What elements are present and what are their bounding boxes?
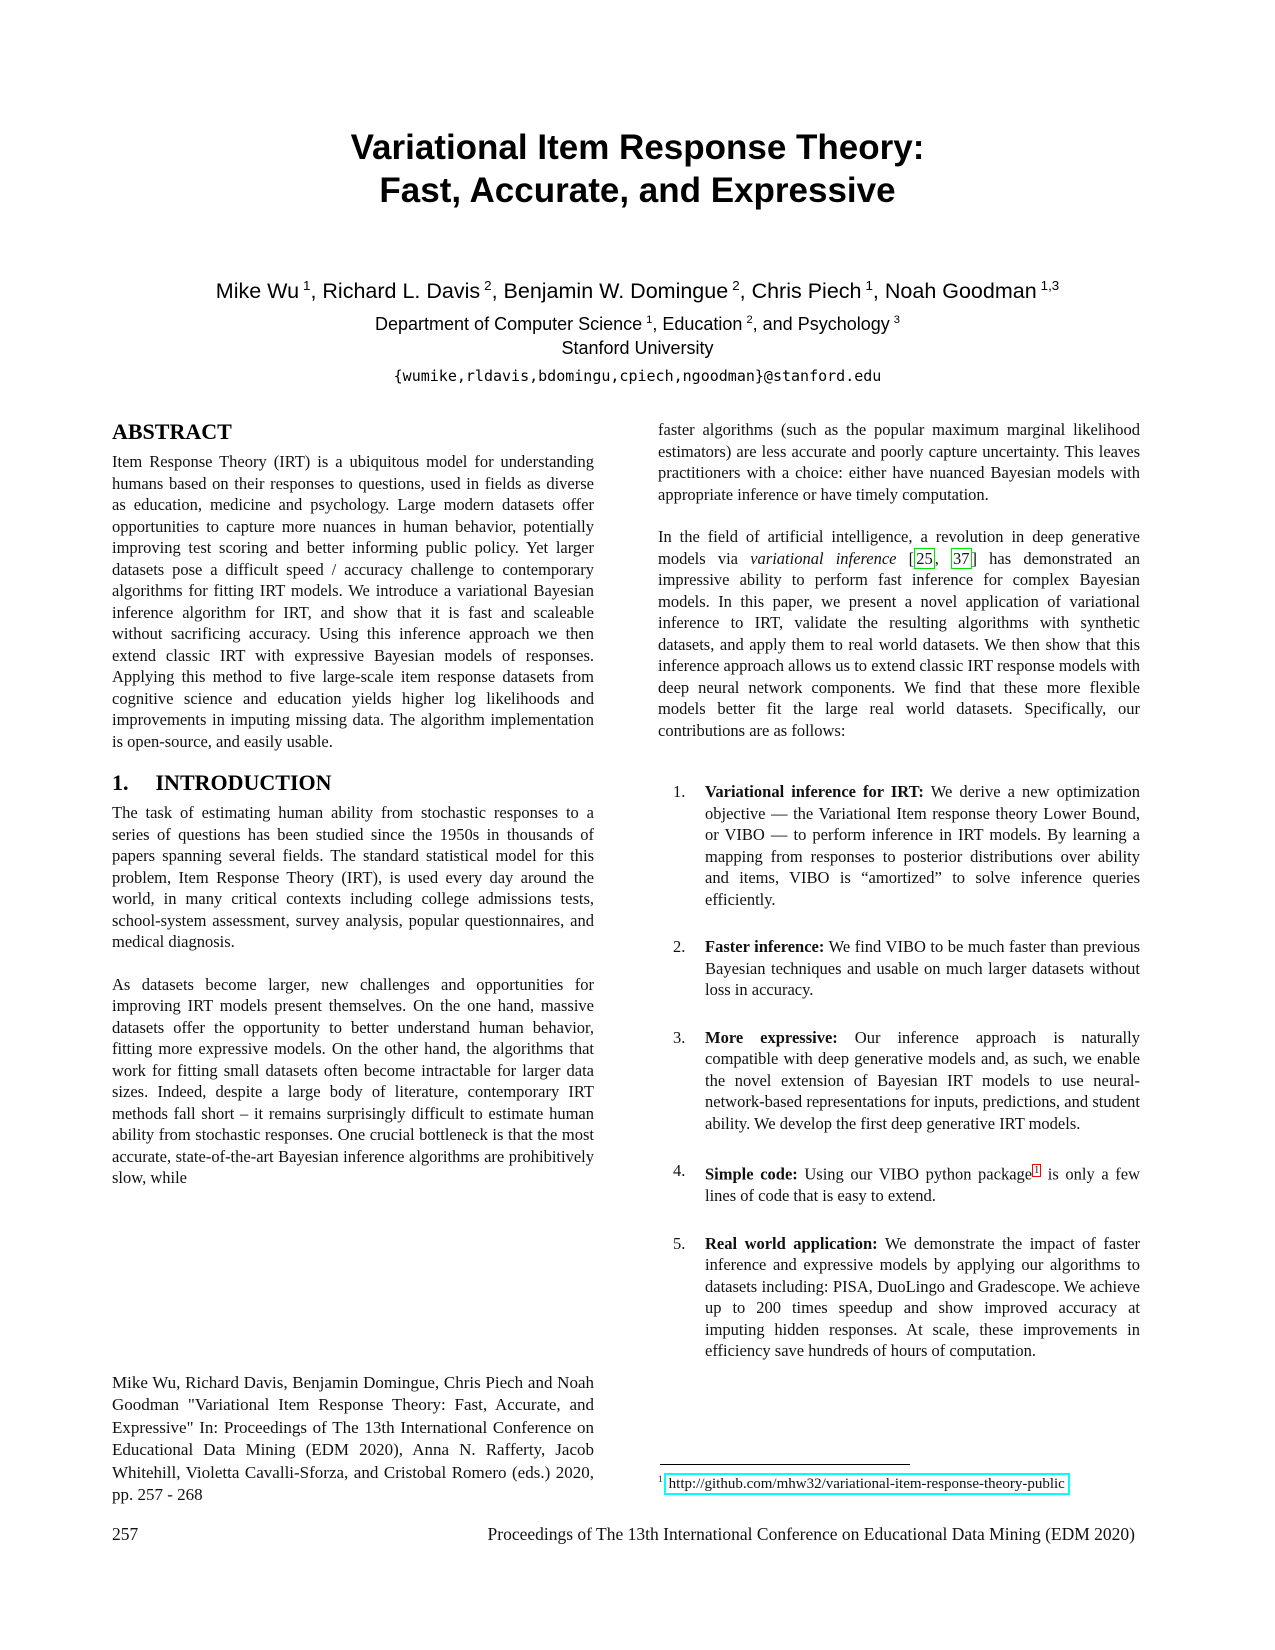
footnote-url-link[interactable]: http://github.com/mhw32/variational-item-response-theory-public — [664, 1473, 1070, 1495]
contribution-item-1 — [658, 781, 1140, 910]
footnote-rule — [660, 1464, 910, 1465]
author-affiliation-sup: 2 — [732, 278, 740, 293]
contribution-item-4 — [658, 1160, 1140, 1207]
list-item-number: 2. — [673, 937, 686, 956]
author-line — [0, 272, 1275, 305]
page-number: 257 — [112, 1524, 139, 1544]
right-paragraph-2 — [658, 526, 1140, 741]
citation-block: Mike Wu, Richard Davis, Benjamin Domingue, Chris Piech and Noah Goodman "Variational Item Response Theory: Fast, Accurate, and Expressive" In: Proceedings of The 13th International Conference on Educational Data Mining (EDM 2020), Anna N. Rafferty, Jacob Whitehill, Violetta Cavalli-Sforza, and Cristobal Romero (eds.) 2020, pp. 257 - 268 — [112, 1373, 594, 1505]
footnote-block — [658, 1464, 1140, 1494]
department-sup: 2 — [746, 314, 753, 327]
contribution-text: Our inference approach is naturally compatible with deep generative models and, as such, we enable the novel extension of Bayesian IRT models to use neural-network-based representations for inputs, predictions, and student ability. We develop the first deep generative IRT models. — [705, 1027, 1140, 1133]
left-column — [112, 419, 594, 1189]
author-name: Benjamin W. Domingue — [503, 279, 729, 304]
department-sup: 3 — [893, 314, 900, 327]
authors-block — [0, 272, 1275, 387]
contribution-lead: More expressive: — [705, 1027, 838, 1047]
department-part: , Education — [652, 314, 743, 335]
contribution-item-5 — [658, 1233, 1140, 1362]
author-separator: , — [872, 279, 885, 304]
list-item-number: 1. — [673, 782, 686, 801]
author-name: Mike Wu — [215, 279, 300, 304]
contribution-lead: Real world application: — [705, 1233, 878, 1253]
contribution-text: is only a few lines of code that is easy to extend. — [705, 1164, 1140, 1205]
list-item-number: 3. — [673, 1027, 686, 1047]
introduction-paragraph-1: The task of estimating human ability from stochastic responses to a series of questions has been studied since the 1950s in thousands of papers spanning several fields. The standard statistical model for this problem, Item Response Theory (IRT), is used every day around the world, in many critical contexts including college admissions tests, school-system assessment, survey analysis, popular questionnaires, and medical diagnosis. — [112, 803, 594, 951]
introduction-paragraph-2: As datasets become larger, new challenges and opportunities for improving IRT models present themselves. On the one hand, massive datasets offer the opportunity to better understand human behavior, fitting more expressive models. On the other hand, the algorithms that work for fitting small datasets often become intractable for larger data sizes. Indeed, despite a large body of literature, contemporary IRT methods fall short – it remains surprisingly difficult to estimate human ability from stochastic responses. One crucial bottleneck is that the most accurate, state-of-the-art Bayesian inference algorithms are prohibitively slow, while — [112, 974, 594, 1187]
author-affiliation-sup: 1,3 — [1040, 278, 1060, 293]
italic-term: variational inference — [750, 548, 897, 568]
right-column — [658, 419, 1140, 1388]
contribution-lead: Faster inference: — [705, 937, 825, 956]
author-affiliation-sup: 1 — [303, 278, 311, 293]
author-separator: , — [310, 279, 323, 304]
department-part: Department of Computer Science — [375, 314, 643, 335]
author-name: Noah Goodman — [884, 279, 1037, 304]
contribution-item-3 — [658, 1027, 1140, 1135]
paragraph-text: has demonstrated an impressive ability to perform fast inference for complex Bayesian models. In this paper, we present a novel application of variational inference to IRT, validate the resulting algorithms with synthetic datasets, and apply them to real world datasets. We then show that this inference approach allows us to extend classic IRT response models with deep neural network components. We find that these more flexible models better fit the large real world datasets. Specifically, our contributions are as follows: — [658, 548, 1141, 740]
footnote-marker-link[interactable]: 1 — [1034, 1165, 1040, 1176]
list-item-number: 5. — [673, 1233, 686, 1253]
paragraph-text: [ — [896, 548, 915, 568]
contributions-list — [658, 781, 1140, 1362]
paper-title — [0, 126, 1275, 212]
paper-title-line-2: Fast, Accurate, and Expressive — [379, 171, 896, 210]
contribution-lead: Variational inference for IRT: — [705, 782, 924, 801]
paragraph-text: , — [934, 548, 951, 568]
abstract-body: Item Response Theory (IRT) is a ubiquitous model for understanding humans based on their responses to questions, used in fields as diverse as education, medicine and psychology. Large modern datasets offer opportunities to capture more nuances in human behavior, potentially improving test scoring and better informing public policy. Yet larger datasets pose a difficult speed / accuracy challenge to contemporary algorithms for fitting IRT models. We introduce a variational Bayesian inference algorithm for IRT, and show that it is fast and scaleable without sacrificing accuracy. Using this inference approach we then extend classic IRT with expressive Bayesian models of responses. Applying this method to five large-scale item response datasets from cognitive science and education yields higher log likelihoods and improvements in imputing missing data. The algorithm implementation is open-source, and easily usable. — [112, 452, 594, 751]
email-line: {wumike,rldavis,bdomingu,cpiech,ngoodman}@stanford.edu — [393, 367, 882, 386]
paper-title-line-1: Variational Item Response Theory: — [350, 128, 925, 167]
introduction-heading — [112, 770, 594, 796]
citation-link-25[interactable]: 25 — [916, 548, 933, 568]
contribution-text: We derive a new optimization objective — the Variational Item response theory Lower Bound, or VIBO — to perform inference in IRT models. By learning a mapping from responses to posterior distributions over ability and items, VIBO is “amortized” to solve inference queries efficiently. — [705, 782, 1141, 909]
footnote-text — [658, 1470, 1140, 1494]
author-name: Richard L. Davis — [322, 279, 481, 304]
contribution-text: We demonstrate the impact of faster inference and expressive models by applying our algorithms to datasets including: PISA, DuoLingo and Gradescope. We achieve up to 200 times speedup and show improved accuracy at imputing hidden responses. At scale, these improvements in efficiency save hundreds of hours of computation. — [705, 1233, 1140, 1360]
contribution-text: We find VIBO to be much faster than previous Bayesian techniques and usable on much larger datasets without loss in accuracy. — [705, 937, 1140, 999]
contribution-item-2 — [658, 936, 1140, 1001]
footnote-number: 1 — [658, 1475, 663, 1485]
contribution-lead: Simple code: — [705, 1164, 798, 1184]
citation-link-37[interactable]: 37 — [953, 548, 970, 568]
paragraph-text: In the field of artificial intelligence, a revolution in deep generative models via — [658, 527, 1140, 568]
right-paragraph-1: faster algorithms (such as the popular maximum marginal likelihood estimators) are less accurate and poorly capture uncertainty. This leaves practitioners with a choice: either have nuanced Bayesian models with appropriate inference or have timely computation. — [658, 420, 1140, 504]
author-affiliation-sup: 1 — [865, 278, 873, 293]
proceedings-footer: Proceedings of The 13th International Conference on Educational Data Mining (EDM 2020) — [487, 1524, 1135, 1544]
university-line: Stanford University — [561, 338, 714, 359]
department-sup: 1 — [646, 314, 653, 327]
author-affiliation-sup: 2 — [484, 278, 492, 293]
department-part: , and Psychology — [752, 314, 890, 335]
paragraph-text: ] — [971, 548, 977, 568]
section-title: INTRODUCTION — [155, 770, 332, 795]
author-name: Chris Piech — [751, 279, 862, 304]
author-separator: , — [491, 279, 504, 304]
contribution-text: Using our VIBO python package — [797, 1164, 1033, 1184]
author-separator: , — [739, 279, 752, 304]
list-item-number: 4. — [673, 1161, 686, 1180]
department-line — [0, 308, 1275, 336]
abstract-heading: ABSTRACT — [112, 419, 232, 444]
section-number: 1. — [112, 770, 129, 795]
